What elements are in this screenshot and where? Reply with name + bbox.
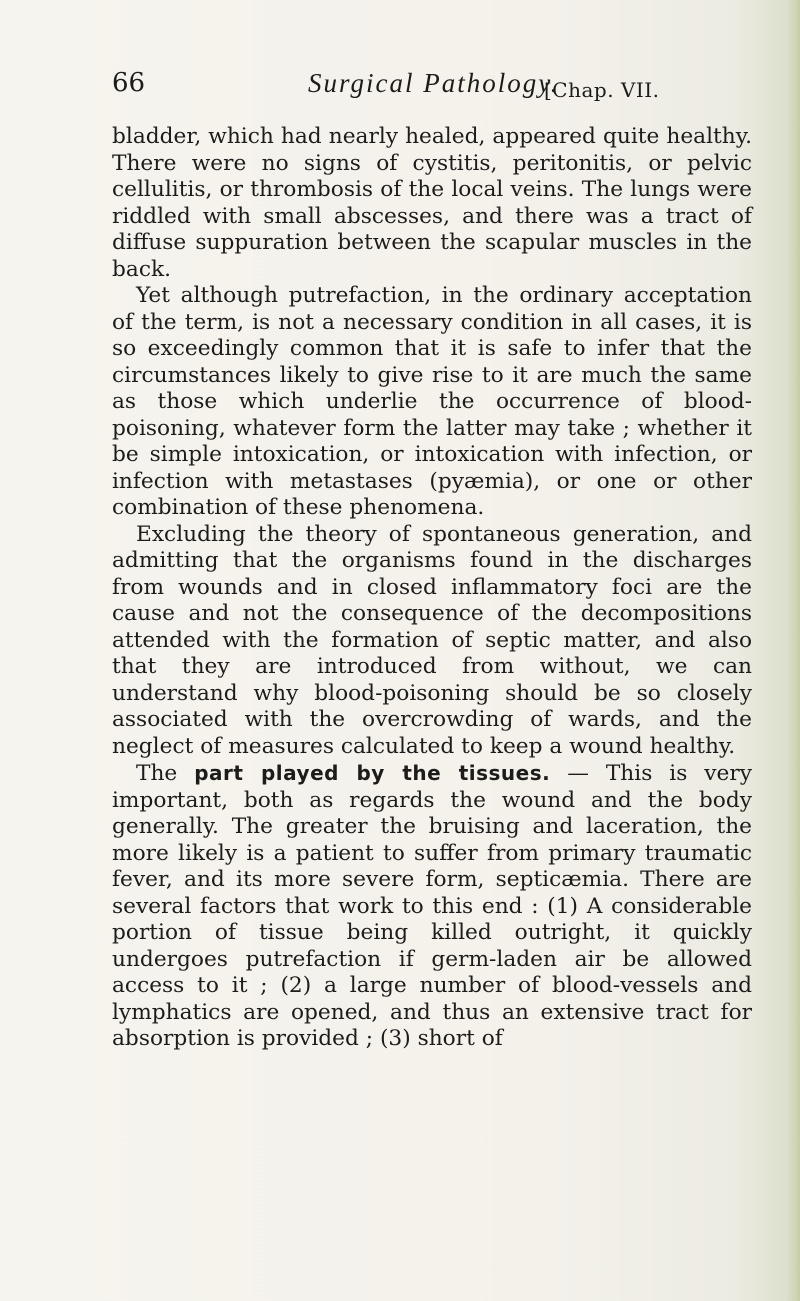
paragraph-1: bladder, which had nearly healed, appeared quite healthy. There were no signs of cystitis, peritonitis, or pelvic cellulitis, or thrombosis of the local veins. The lungs were riddled with small abscesses, and there was a tract of diffuse suppuration between the scapular muscles in the back. [112, 124, 752, 282]
chapter-label: [Chap. VII. [544, 78, 660, 102]
page-number: 66 [112, 68, 146, 98]
paragraph-3: Excluding the theory of spontaneous generation, and admitting that the organisms found in the discharges from wounds and in closed inflammatory foci are the cause and not the consequence of the decompositions attended with the formation of septic matter, and also that they are introduced from without, we can understand why blood-poisoning should be so closely associated with the overcrowding of wards, and the neglect of measures calculated to keep a wound healthy. [112, 521, 752, 759]
paragraph-2: Yet although putrefaction, in the ordinary acceptation of the term, is not a necessary condition in all cases, it is so exceedingly common that it is safe to infer that the circumstances likely to give rise to it are much the same as those which underlie the occurrence of blood-poisoning, whatever form the latter may take ; whether it be simple intoxication, or intoxication with infection, or infection with metastases (pyæmia), or one or other combination of these phenomena. [112, 283, 752, 520]
paragraph-4-text: — This is very important, both as regards the wound and the body generally. The greater the bruising and laceration, the more likely is a patient to suffer from primary traumatic fever, and its more severe form, septicæmia. There are several factors that work to this end : (1) A considerable portion of tissue being killed outright, it quickly undergoes putrefaction if germ-laden air be allowed access to it ; (2) a large number of blood-vessels and lymphatics are opened, and thus an extensive tract for absorption is provided ; (3) short of [112, 761, 752, 1051]
paragraph-4-lead: The [136, 761, 178, 786]
body-text [112, 124, 752, 1053]
sidehead: part played by the tissues. [194, 761, 551, 785]
page-header [112, 68, 752, 108]
running-title: Surgical Pathology. [308, 68, 560, 98]
page-edge-shadow [786, 0, 800, 1301]
paragraph-4 [112, 760, 752, 1053]
